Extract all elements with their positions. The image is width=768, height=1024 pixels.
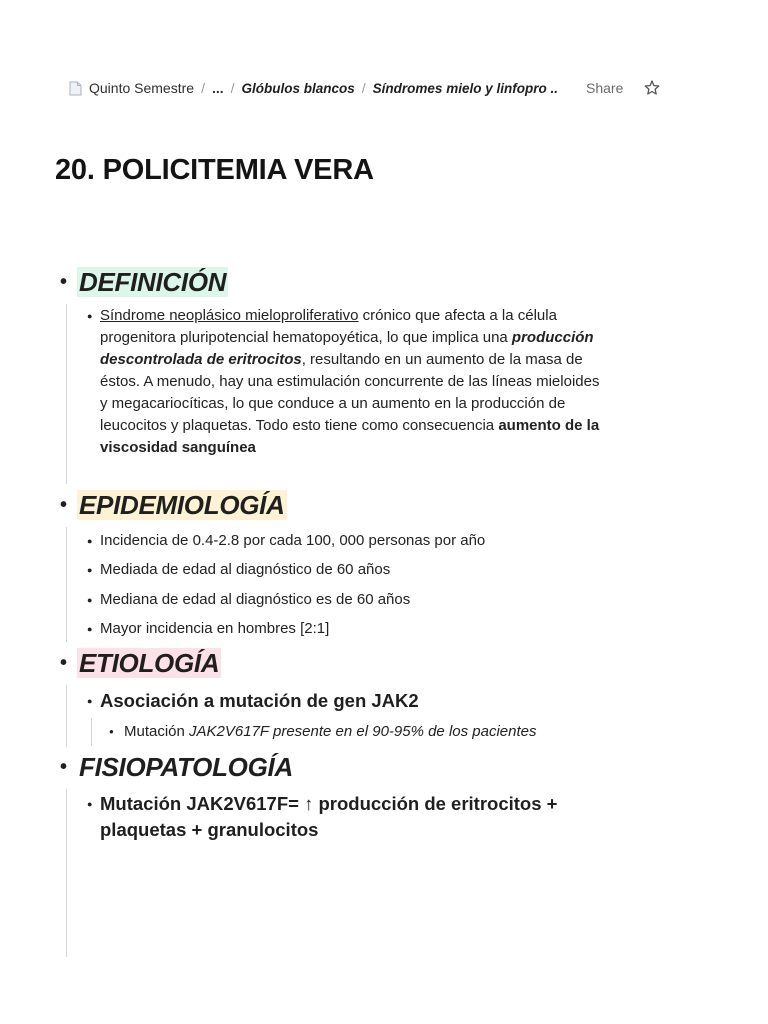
list-bullet: ● xyxy=(87,565,93,575)
breadcrumb-current[interactable]: Síndromes mielo y linfopro .. xyxy=(372,80,558,96)
list-item: Mutación JAK2V617F= ↑ producción de eritrocitos + plaquetas + granulocitos xyxy=(100,793,558,840)
definition-paragraph xyxy=(100,305,610,459)
list-bullet: ● xyxy=(87,696,93,706)
breadcrumb-separator: / xyxy=(361,80,366,96)
list-item: Mediana de edad al diagnóstico es de 60 años xyxy=(100,591,411,608)
list-item: Asociación a mutación de gen JAK2 xyxy=(100,690,419,711)
toggle-guide-line xyxy=(66,304,67,484)
share-button[interactable]: Share xyxy=(586,80,624,96)
list-item: Mediada de edad al diagnóstico de 60 años xyxy=(100,561,391,578)
definition-text: , resultando en un aumento de la masa de éstos. A menudo, hay una estimulación concurrente de las líneas mieloides y megacariocíticas, lo que conduce a un aumento en la producción de leucocitos y plaquetas. Todo esto tiene como consecuencia xyxy=(100,351,600,434)
list-bullet: ● xyxy=(87,311,93,321)
definition-emphasis: producción descontrolada de eritrocitos xyxy=(100,329,594,368)
breadcrumb-ellipsis[interactable]: ... xyxy=(211,80,224,96)
definition-text: crónico que afecta a la célula progenitora pluripotencial hematopoyética, lo que implica una xyxy=(100,307,557,346)
list-bullet: ● xyxy=(87,536,93,546)
definition-emphasis: aumento de la viscosidad sanguínea xyxy=(100,417,600,456)
toggle-guide-line xyxy=(91,718,92,746)
list-item: Mayor incidencia en hombres [2:1] xyxy=(100,620,330,637)
page-icon xyxy=(69,81,82,96)
section-bullet: • xyxy=(60,756,68,778)
section-heading: FISIOPATOLOGÍA xyxy=(79,752,293,782)
definition-link[interactable]: Síndrome neoplásico mieloproliferativo xyxy=(100,307,359,324)
list-bullet: ● xyxy=(87,799,93,809)
sub-item-prefix: Mutación xyxy=(124,723,190,740)
list-item: Incidencia de 0.4-2.8 por cada 100, 000 personas por año xyxy=(100,532,486,549)
list-bullet: ● xyxy=(87,624,93,634)
list-bullet: ● xyxy=(87,595,93,605)
sub-item-emphasis: JAK2V617F presente en el 90-95% de los pacientes xyxy=(189,723,537,740)
toggle-guide-line xyxy=(66,789,67,957)
section-heading: DEFINICIÓN xyxy=(79,267,227,297)
list-bullet: ● xyxy=(109,727,114,736)
breadcrumb-root[interactable]: Quinto Semestre xyxy=(89,80,195,96)
section-bullet: • xyxy=(60,652,68,674)
breadcrumb xyxy=(69,78,558,98)
sub-list-item xyxy=(124,721,537,743)
star-icon[interactable] xyxy=(643,79,661,97)
breadcrumb-parent[interactable]: Glóbulos blancos xyxy=(241,80,355,96)
page-title: 20. POLICITEMIA VERA xyxy=(55,154,374,186)
breadcrumb-separator: / xyxy=(230,80,235,96)
toggle-guide-line xyxy=(66,685,67,747)
section-heading: EPIDEMIOLOGÍA xyxy=(79,490,285,520)
toggle-guide-line xyxy=(66,527,67,642)
section-bullet: • xyxy=(60,494,68,516)
section-heading: ETIOLOGÍA xyxy=(79,648,220,678)
section-bullet: • xyxy=(60,271,68,293)
breadcrumb-separator: / xyxy=(201,80,205,96)
